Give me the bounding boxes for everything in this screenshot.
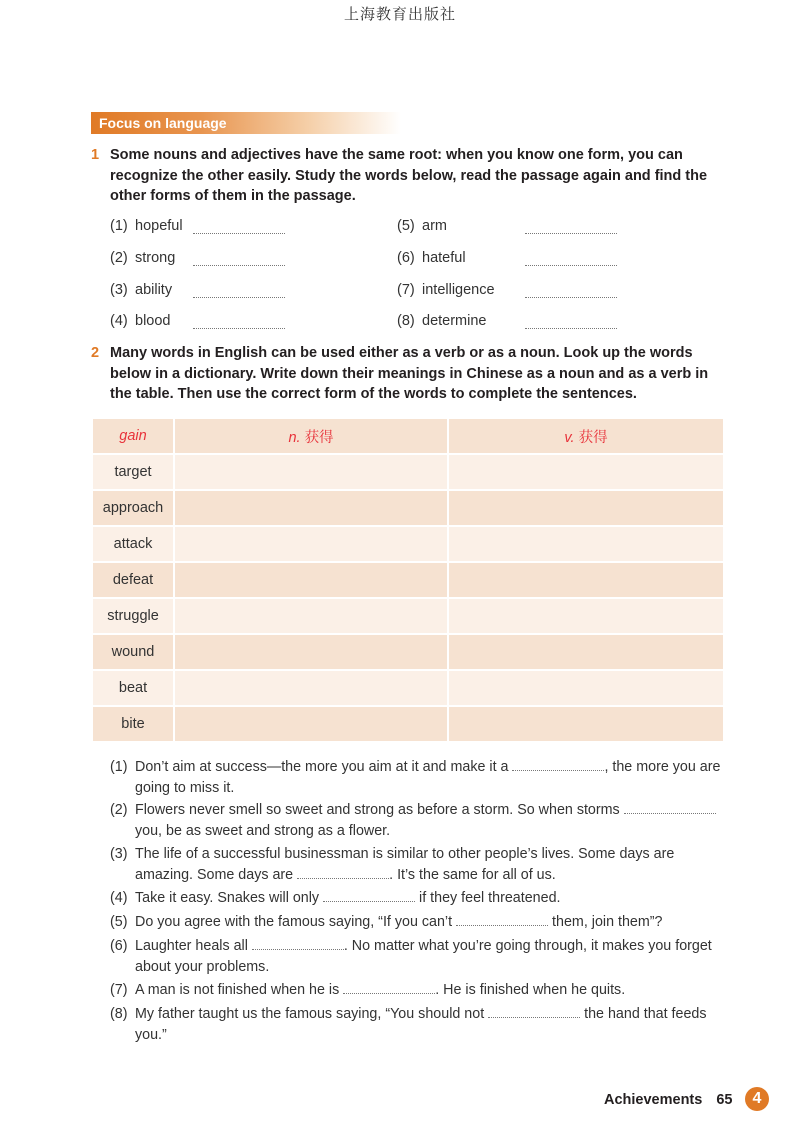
row-word: target (92, 454, 174, 490)
verb-label: v. (564, 429, 575, 446)
item-word: hateful (422, 250, 466, 266)
word-item (397, 311, 486, 331)
verb-cell[interactable] (448, 670, 724, 706)
section-banner (91, 112, 401, 134)
answer-blank[interactable] (456, 912, 548, 926)
noun-meaning-example (174, 418, 448, 454)
sentence-text: My father taught us the famous saying, “You should not (135, 1006, 489, 1022)
unit-number-badge: 4 (745, 1087, 769, 1111)
sentence-number: (1) (110, 759, 128, 775)
sentence-text: Take it easy. Snakes will only (135, 890, 324, 906)
answer-blank[interactable] (624, 800, 716, 814)
noun-cell[interactable] (174, 634, 448, 670)
item-number: (2) (110, 250, 128, 266)
sentence-number: (2) (110, 802, 128, 818)
verb-cell[interactable] (448, 598, 724, 634)
page-number: 65 (716, 1092, 733, 1108)
noun-cell[interactable] (174, 454, 448, 490)
answer-blank[interactable] (193, 328, 285, 329)
sentence-number: (3) (110, 846, 128, 862)
row-word: bite (92, 706, 174, 742)
item-word: arm (422, 218, 447, 234)
verb-cell[interactable] (448, 634, 724, 670)
sentence-item (110, 888, 728, 909)
sentence-item (110, 757, 728, 799)
exercise-2-instruction (91, 343, 731, 405)
word-item (110, 280, 172, 300)
row-word: wound (92, 634, 174, 670)
row-word: approach (92, 490, 174, 526)
exercise-1-instruction (91, 145, 731, 207)
row-word: struggle (92, 598, 174, 634)
answer-blank[interactable] (512, 757, 604, 771)
answer-blank[interactable] (193, 233, 285, 234)
sentence-item (110, 980, 728, 1001)
sentence-number: (4) (110, 890, 128, 906)
word-item (110, 216, 183, 236)
instruction-text: Many words in English can be used either as a verb or as a noun. Look up the words below in a dictionary. Write down their meanings in Chinese as a noun and as a verb in the table. Then use the correct form of the words to complete the sentences. (110, 345, 709, 402)
noun-label: n. (288, 429, 301, 446)
row-word: beat (92, 670, 174, 706)
sentence-item (110, 1004, 728, 1046)
example-word: gain (92, 418, 174, 454)
word-item (397, 280, 495, 300)
section-title: Focus on language (99, 115, 227, 131)
sentence-number: (7) (110, 982, 128, 998)
table-row (92, 562, 724, 598)
item-number: (5) (397, 218, 415, 234)
item-number: (4) (110, 313, 128, 329)
instruction-text: Some nouns and adjectives have the same root: when you know one form, you can recognize the other easily. Study the words below, read the passage again and find the other forms of them in the passage. (110, 147, 708, 204)
row-word: defeat (92, 562, 174, 598)
table-row (92, 670, 724, 706)
word-item (397, 248, 466, 268)
vocabulary-table (91, 417, 725, 743)
noun-cell[interactable] (174, 490, 448, 526)
answer-blank[interactable] (297, 865, 389, 879)
page-footer (604, 1092, 732, 1108)
publisher-name: 上海教育出版社 (343, 5, 456, 23)
item-word: determine (422, 313, 487, 329)
table-header-row (92, 418, 724, 454)
item-word: intelligence (422, 282, 495, 298)
answer-blank[interactable] (193, 297, 285, 298)
sentence-item (110, 844, 728, 886)
verb-cell[interactable] (448, 706, 724, 742)
sentence-text: if they feel threatened. (415, 890, 561, 906)
noun-cell[interactable] (174, 706, 448, 742)
verb-cell[interactable] (448, 490, 724, 526)
sentence-number: (6) (110, 938, 128, 954)
sentence-text: The life of a successful businessman is similar to other people’s lives. Some days are amazing. Some days are (135, 846, 675, 883)
answer-blank[interactable] (343, 980, 435, 994)
answer-blank[interactable] (252, 936, 344, 950)
exercise-number: 1 (91, 147, 100, 163)
sentence-item (110, 936, 728, 978)
sentence-text: them, join them”? (548, 914, 663, 930)
sentence-text: Don’t aim at success—the more you aim at it and make it a (135, 759, 513, 775)
sentence-text: you, be as sweet and strong as a flower. (135, 823, 391, 839)
answer-blank[interactable] (525, 297, 617, 298)
sentence-text: , the more you are going to miss it. (135, 759, 721, 796)
table-row (92, 598, 724, 634)
sentence-text: . He is finished when he quits. (435, 982, 626, 998)
unit-title: Achievements (604, 1092, 703, 1108)
item-number: (6) (397, 250, 415, 266)
item-number: (7) (397, 282, 415, 298)
verb-cell[interactable] (448, 454, 724, 490)
item-word: blood (135, 313, 171, 329)
answer-blank[interactable] (525, 328, 617, 329)
word-item (110, 248, 175, 268)
answer-blank[interactable] (525, 265, 617, 266)
sentence-text: Do you agree with the famous saying, “If you can’t (135, 914, 457, 930)
sentence-text: Laughter heals all (135, 938, 252, 954)
noun-meaning: 获得 (304, 429, 334, 446)
item-word: ability (135, 282, 173, 298)
item-number: (1) (110, 218, 128, 234)
sentence-number: (5) (110, 914, 128, 930)
sentence-text: the hand that feeds you.” (135, 1006, 707, 1043)
word-item (110, 311, 170, 331)
noun-cell[interactable] (174, 598, 448, 634)
answer-blank[interactable] (525, 233, 617, 234)
sentence-text: . No matter what you’re going through, it makes you forget about your problems. (135, 938, 712, 975)
item-word: strong (135, 250, 176, 266)
verb-meaning-example (448, 418, 724, 454)
item-word: hopeful (135, 218, 183, 234)
row-word: attack (92, 526, 174, 562)
table-row (92, 526, 724, 562)
item-number: (3) (110, 282, 128, 298)
noun-cell[interactable] (174, 670, 448, 706)
table-row (92, 490, 724, 526)
sentence-number: (8) (110, 1006, 128, 1022)
noun-cell[interactable] (174, 562, 448, 598)
exercise-number: 2 (91, 345, 100, 361)
table-row (92, 634, 724, 670)
sentence-text: . It’s the same for all of us. (389, 867, 556, 883)
verb-meaning: 获得 (578, 429, 608, 446)
noun-cell[interactable] (174, 526, 448, 562)
sentence-text: A man is not finished when he is (135, 982, 344, 998)
answer-blank[interactable] (323, 888, 415, 902)
item-number: (8) (397, 313, 415, 329)
answer-blank[interactable] (488, 1004, 580, 1018)
verb-cell[interactable] (448, 562, 724, 598)
answer-blank[interactable] (193, 265, 285, 266)
table-row (92, 706, 724, 742)
sentence-item (110, 800, 728, 842)
table-row (92, 454, 724, 490)
verb-cell[interactable] (448, 526, 724, 562)
word-item (397, 216, 447, 236)
sentence-text: Flowers never smell so sweet and strong as before a storm. So when storms (135, 802, 624, 818)
sentence-item (110, 912, 728, 933)
